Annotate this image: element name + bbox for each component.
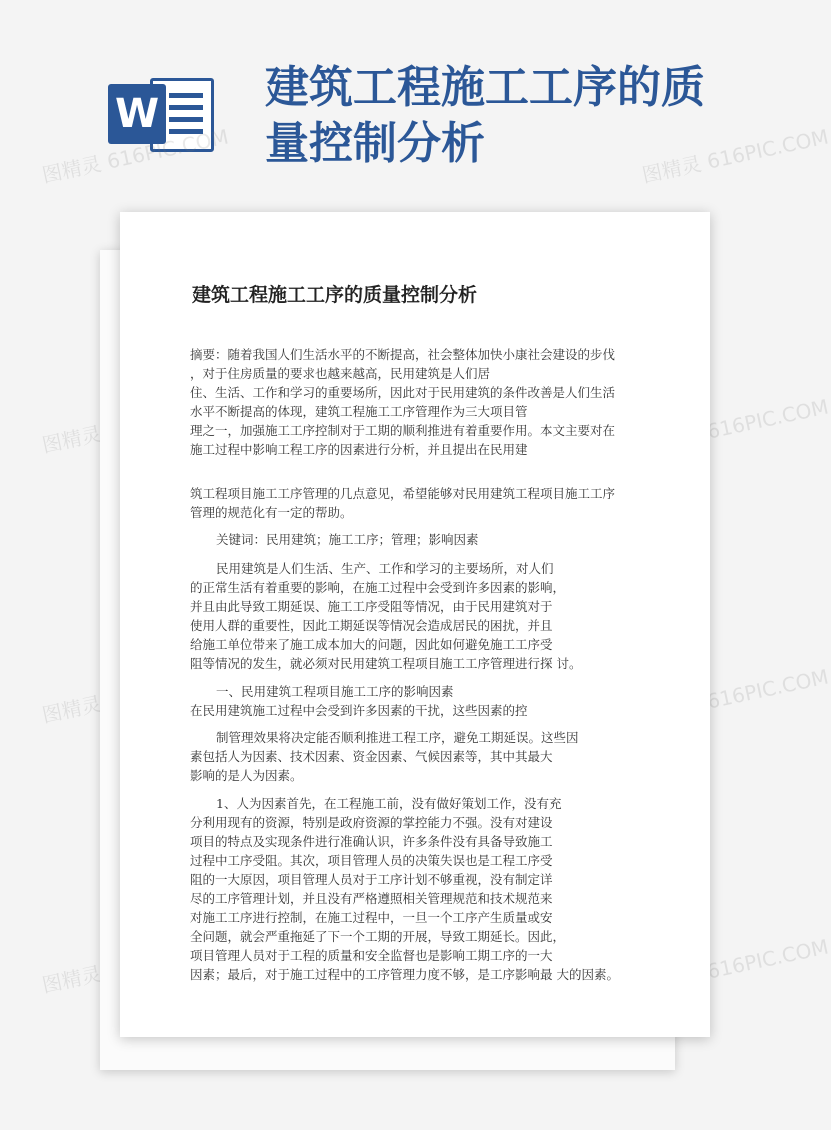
document-page [120,212,710,1037]
intro-line: 使用人群的重要性，因此工期延误等情况会造成居民的困扰，并且 [190,618,553,633]
abstract-line: 水平不断提高的体现，建筑工程施工工序管理作为三大项目管 [190,404,528,419]
intro-line: 民用建筑是人们生活、生产、工作和学习的主要场所，对人们 [216,561,554,576]
point-line: 对施工工序进行控制，在施工过程中，一旦一个工序产生质量或安 [190,910,553,925]
section-line: 在民用建筑施工过程中会受到许多因素的干扰，这些因素的控 [190,703,528,718]
word-badge-icon: W [108,84,166,144]
point-line: 过程中工序受阻。其次，项目管理人员的决策失误也是工程工序受 [190,853,553,868]
abstract-continuation [190,484,630,522]
abstract-line: 管理的规范化有一定的帮助。 [190,505,353,520]
keywords-line: 关键词：民用建筑；施工工序；管理；影响因素 [216,532,479,547]
intro-line: 的正常生活有着重要的影响，在施工过程中会受到许多因素的影响， [190,580,566,595]
intro-line: 阻等情况的发生，就必须对民用建筑工程项目施工工序管理进行探 讨。 [190,656,582,671]
watermark: 图精灵 616PIC.COM [639,934,831,998]
abstract-line: 住、生活、工作和学习的重要场所，因此对于民用建筑的条件改善是人们生活 [190,385,616,400]
document-title: 建筑工程施工工序的质量控制分析 [192,284,478,306]
watermark: 图精灵 616PIC.COM [639,124,831,188]
section-1 [190,682,630,720]
point-line: 全问题，就会严重拖延了下一个工期的开展，导致工期延长。因此， [190,929,566,944]
intro-paragraph [190,559,630,673]
section-line: 素包括人为因素、技术因素、资金因素、气候因素等，其中其最大 [190,749,553,764]
point-line: 分利用现有的资源，特别是政府资源的掌控能力不强。没有对建设 [190,815,553,830]
section-line: 影响的是人为因素。 [190,768,303,783]
banner-title: 建筑工程施工工序的质量控制分析 [265,62,705,169]
point-1 [190,794,630,984]
abstract-line: 摘要：随着我国人们生活水平的不断提高，社会整体加快小康社会建设的步伐 [190,347,616,362]
section-1-continuation [190,728,630,785]
point-line: 项目管理人员对于工程的质量和安全监督也是影响工期工序的一大 [190,948,553,963]
abstract-line: 施工过程中影响工程工序的因素进行分析，并且提出在民用建 [190,442,528,457]
point-line: 阻的一大原因，项目管理人员对于工序计划不够重视，没有制定详 [190,872,553,887]
abstract-block [190,345,630,459]
intro-line: 并且由此导致工期延误、施工工序受阻等情况，由于民用建筑对于 [190,599,553,614]
word-logo [108,72,218,158]
point-line: 1、人为因素首先，在工程施工前，没有做好策划工作，没有充 [216,796,562,811]
abstract-line: 筑工程项目施工工序管理的几点意见，希望能够对民用建筑工程项目施工工序 [190,486,616,501]
intro-line: 给施工单位带来了施工成本加大的问题，因此如何避免施工工序受 [190,637,553,652]
keywords [190,530,656,549]
watermark: 图精灵 [39,961,104,998]
point-line: 因素；最后，对于施工过程中的工序管理力度不够，是工序影响最 大的因素。 [190,967,619,982]
point-line: 项目的特点及实现条件进行准确认识，许多条件没有具备导致施工 [190,834,553,849]
abstract-line: ，对于住房质量的要求也越来越高，民用建筑是人们居 [190,366,491,381]
section-line: 制管理效果将决定能否顺利推进工程工序，避免工期延误。这些因 [216,730,579,745]
section-heading: 一、民用建筑工程项目施工工序的影响因素 [216,684,454,699]
abstract-line: 理之一，加强施工工序控制对于工期的顺利推进有着重要作用。本文主要对在 [190,423,616,438]
watermark: 图精灵 616PIC.COM [639,394,831,458]
point-line: 尽的工序管理计划，并且没有严格遵照相关管理规范和技术规范来 [190,891,553,906]
watermark: 图精灵 [39,421,104,458]
watermark: 图精灵 616PIC.COM [39,124,231,188]
watermark: 图精灵 [39,691,104,728]
watermark: 图精灵 616PIC.COM [639,664,831,728]
